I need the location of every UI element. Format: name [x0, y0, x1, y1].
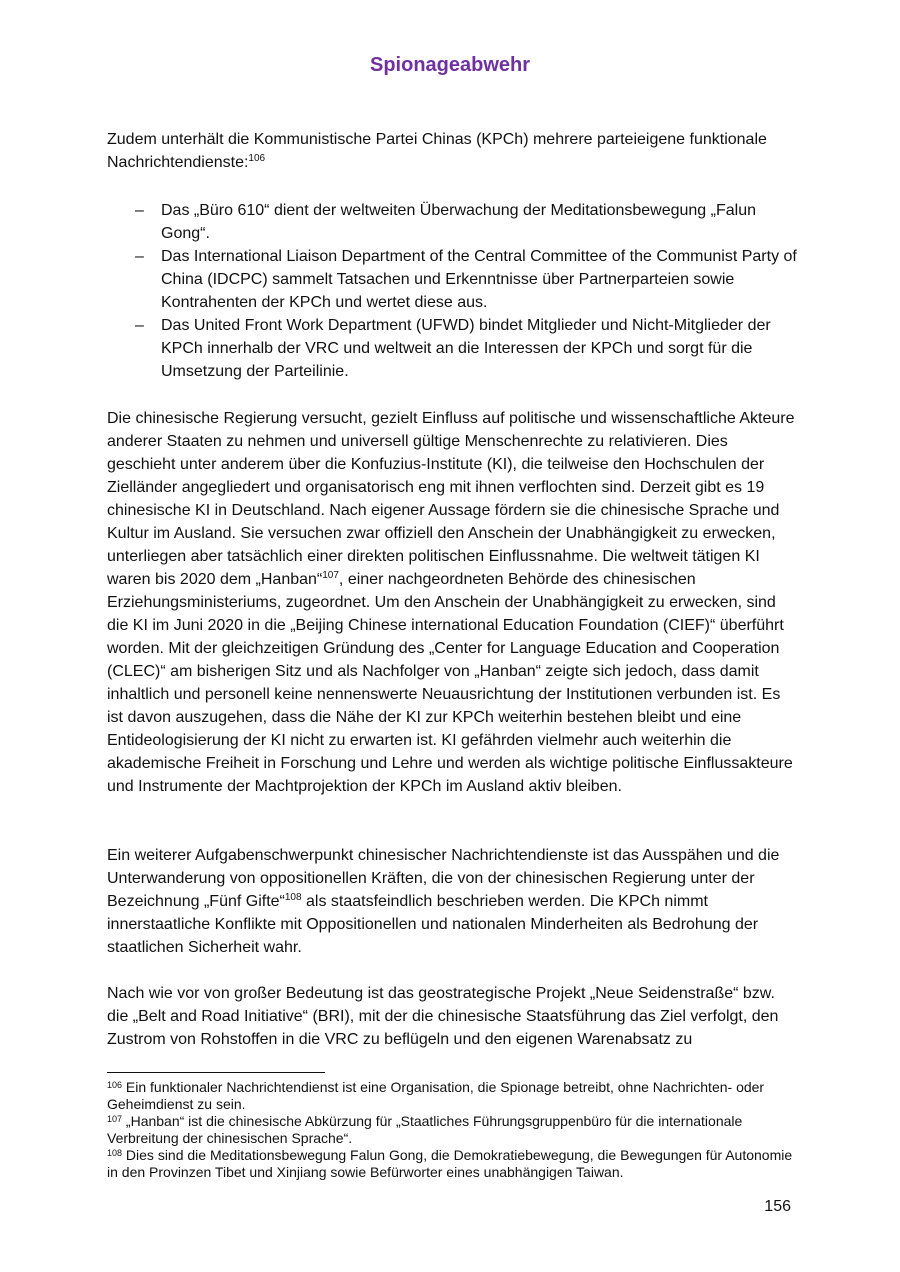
konfuzius-paragraph — [107, 407, 797, 798]
list-item-text: Das United Front Work Department (UFWD) bindet Mitglieder und Nicht-Mitglieder der KPCh innerhalb der VRC und weltweit an die Interessen der KPCh und sorgt für die Umsetzung der Parteilinie. — [161, 317, 771, 380]
footnote-ref-108[interactable]: 108 — [284, 892, 302, 903]
footnote-ref-107[interactable]: 107 — [322, 570, 339, 581]
page-title: Spionageabwehr — [369, 54, 531, 76]
list-item — [107, 314, 797, 383]
footnote-number: 106 — [107, 1080, 123, 1090]
footnote-ref-106[interactable]: 106 — [248, 153, 266, 164]
seidenstrasse-paragraph: Nach wie vor von großer Bedeutung ist das geostrategische Projekt „Neue Seidenstraße“ bzw. die „Belt and Road Initiative“ (BRI), mit der die chinesische Staatsführung das Ziel verfolgt, den Zustrom von Rohstoffen in die VRC zu beflügeln und den eigenen Warenabsatz zu — [107, 985, 779, 1048]
paragraph-text: Ein weiterer Aufgabenschwerpunkt chinesischer Nachrichtendienste ist das Ausspähen und die Unterwanderung von oppositionellen Kräften, die von der chinesischen Regierung unter der Bezeichnung „Fünf Gifte“ — [107, 847, 780, 910]
footnote-divider — [107, 1072, 325, 1073]
intro-paragraph — [107, 128, 797, 174]
bullet-marker: – — [135, 202, 144, 219]
footnote-text: Dies sind die Meditationsbewegung Falun Gong, die Demokratiebewegung, die Bewegungen für Autonomie in den Provinzen Tibet und Xinjiang sowie Befürworter eines unabhängigen Taiwan. — [107, 1147, 793, 1180]
paragraph-text: als staatsfeindlich beschrieben werden. Die KPCh nimmt innerstaatliche Konflikte mit Oppositionellen und nationalen Minderheiten als Bedrohung der staatlichen Sicherheit wahr. — [107, 893, 759, 956]
intro-text: Zudem unterhält die Kommunistische Partei Chinas (KPCh) mehrere parteieigene funktionale Nachrichtendienste: — [107, 131, 767, 171]
footnote-number: 107 — [107, 1114, 123, 1124]
list-item-text: Das International Liaison Department of the Central Committee of the Communist Party of China (IDCPC) sammelt Tatsachen und Erkenntnisse über Partnerparteien sowie Kontrahenten der KPCh und wertet diese aus. — [161, 248, 797, 311]
paragraph-text: , einer nachgeordneten Behörde des chinesischen Erziehungsministeriums, zugeordnet. Um den Anschein der Unabhängigkeit zu erwecken, sind die KI im Juni 2020 in die „Beijing Chinese international Education Foundation (CIEF)“ überführt worden. Mit der gleichzeitigen Gründung des „Center for Language Education and Cooperation (CLEC)“ am bisherigen Sitz und als Nachfolger von „Hanban“ zeigte sich jedoch, dass damit inhaltlich und personell keine nennenswerte Neuausrichtung der Institutionen verbunden ist. Es ist davon auszugehen, dass die Nähe der KI zur KPCh weiterhin bestehen bleibt und eine Entideologisierung der KI nicht zu erwarten ist. KI gefährden vielmehr auch weiterhin die akademische Freiheit in Forschung und Lehre und werden als wichtige politische Einflussakteure und Instrumente der Machtprojektion der KPCh im Ausland aktiv bleiben. — [107, 571, 793, 795]
list-item — [107, 245, 797, 314]
footnote — [107, 1079, 797, 1113]
bullet-list — [107, 199, 797, 383]
list-item — [107, 199, 797, 245]
list-item-text: Das „Büro 610“ dient der weltweiten Überwachung der Meditationsbewegung „Falun Gong“. — [161, 202, 756, 242]
opposition-paragraph — [107, 844, 797, 959]
footnote-text: Ein funktionaler Nachrichtendienst ist eine Organisation, die Spionage betreibt, ohne Nachrichten- oder Geheimdienst zu sein. — [107, 1079, 765, 1112]
footnotes — [107, 1079, 797, 1181]
bullet-marker: – — [135, 248, 144, 265]
footnote — [107, 1147, 797, 1181]
footnote-text: „Hanban“ ist die chinesische Abkürzung für „Staatliches Führungsgruppenbüro für die internationale Verbreitung der chinesischen Sprache“. — [107, 1113, 743, 1146]
paragraph-text: Die chinesische Regierung versucht, gezielt Einfluss auf politische und wissenschaftliche Akteure anderer Staaten zu nehmen und universell gültige Menschenrechte zu relativieren. Dies geschieht unter anderem über die Konfuzius-Institute (KI), die teilweise den Hochschulen der Zielländer angegliedert und organisatorisch eng mit ihnen verflochten sind. Derzeit gibt es 19 chinesische KI in Deutschland. Nach eigener Aussage fördern sie die chinesische Sprache und Kultur im Ausland. Sie versuchen zwar offiziell den Anschein der Unabhängigkeit zu erwecken, unterliegen aber tatsächlich einer direkten politischen Einflussnahme. Die weltweit tätigen KI waren bis 2020 dem „Hanban“ — [107, 410, 795, 588]
page-number: 156 — [764, 1198, 791, 1215]
bullet-marker: – — [135, 317, 144, 334]
footnote — [107, 1113, 797, 1147]
footnote-number: 108 — [107, 1148, 123, 1158]
